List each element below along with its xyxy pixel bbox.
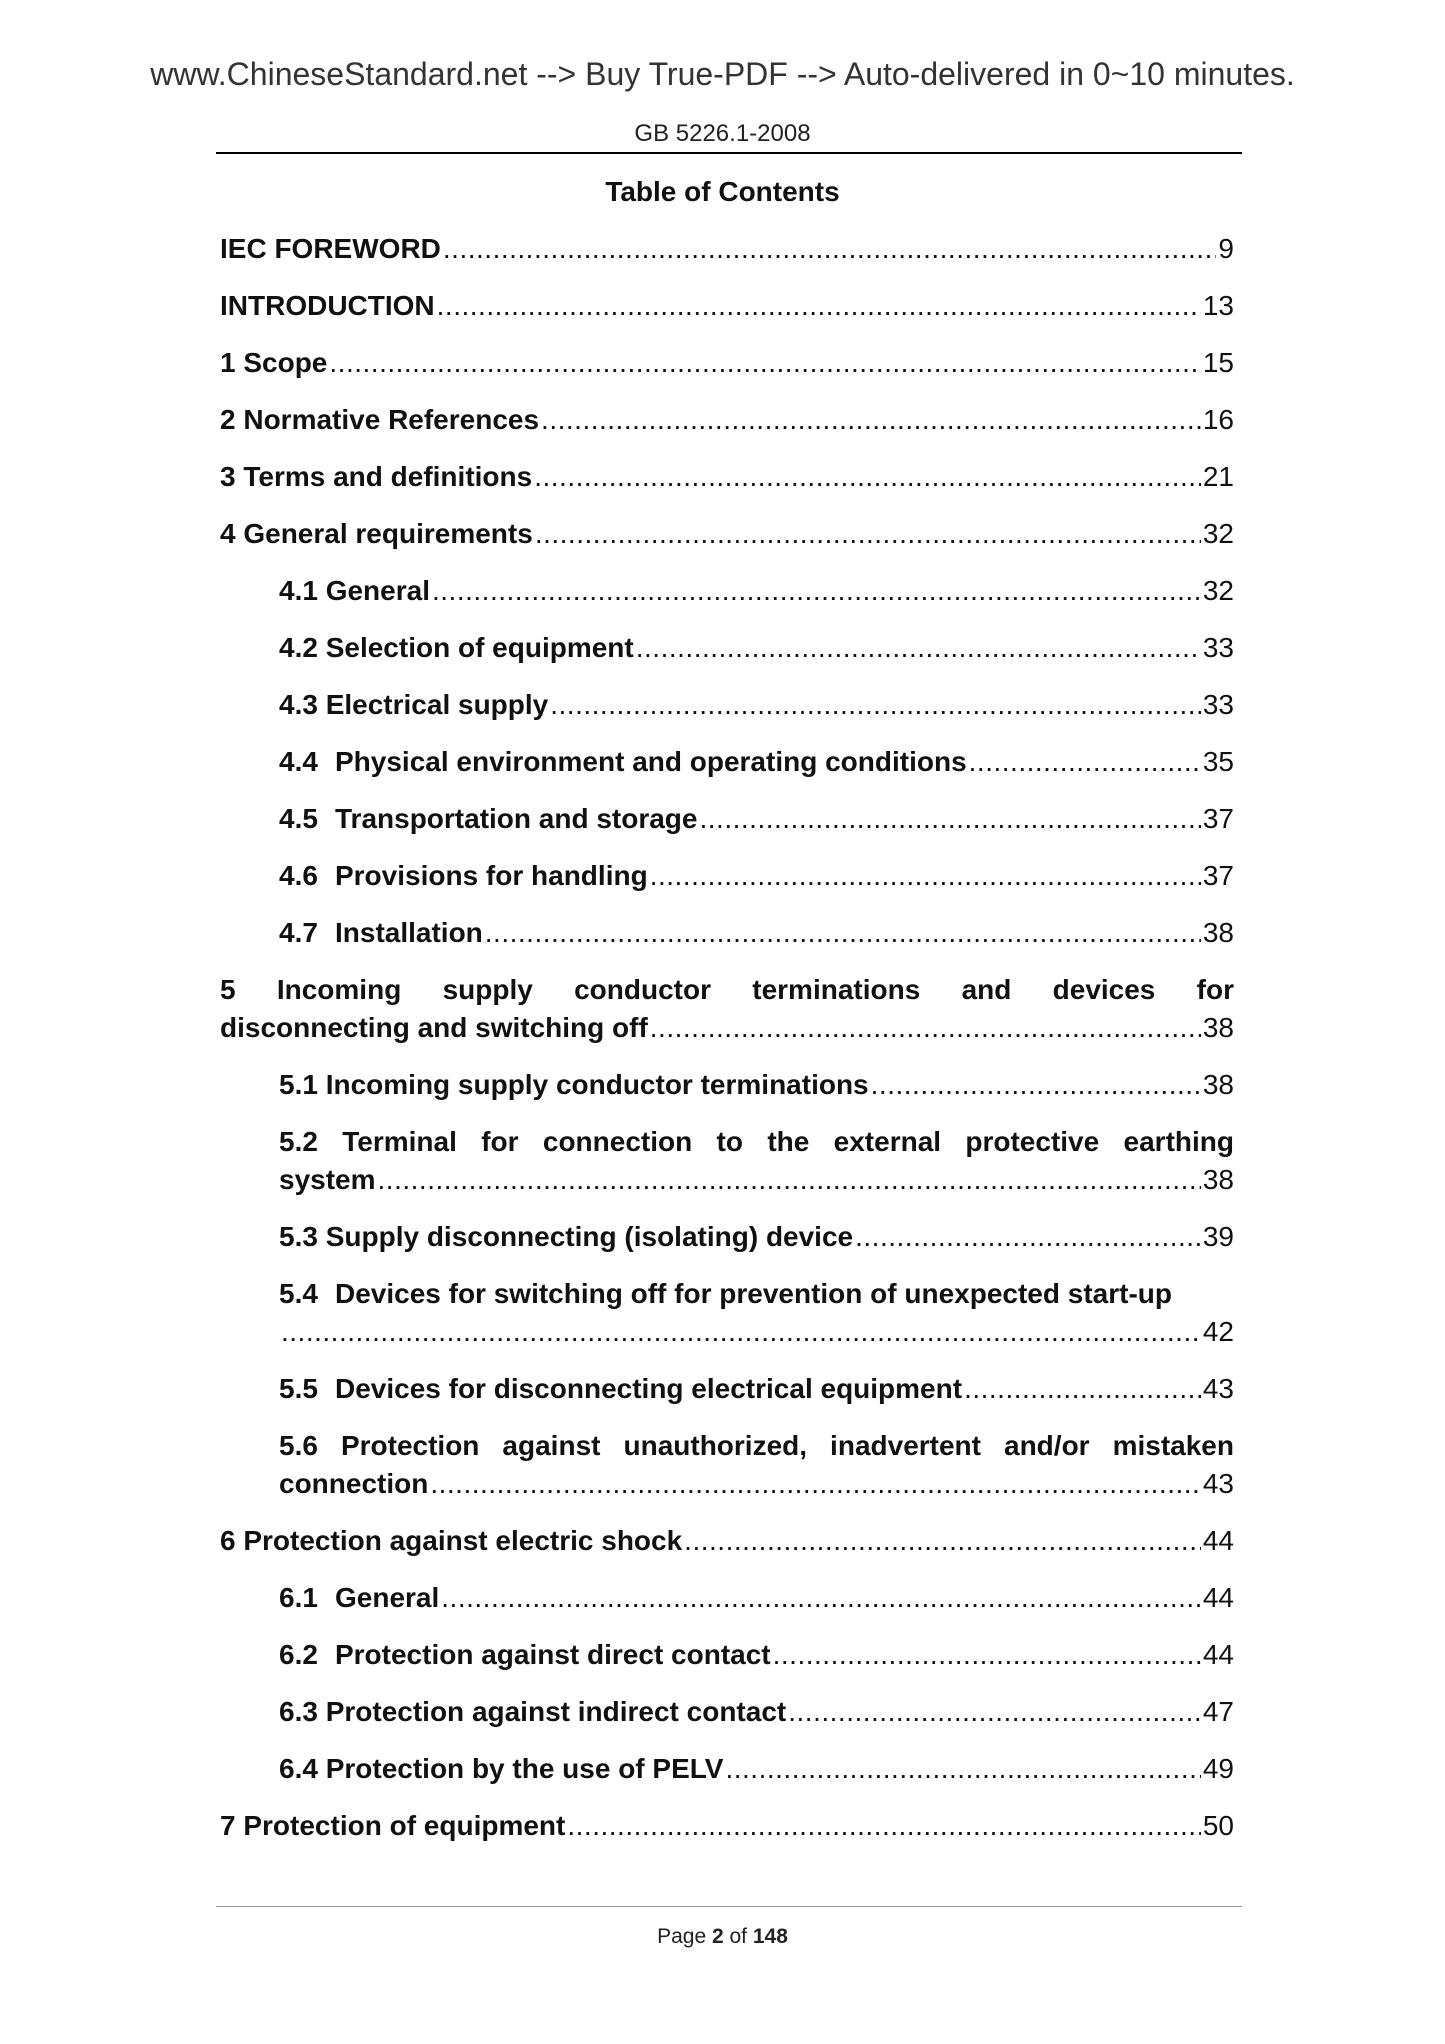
toc-entry-4-3[interactable]	[279, 686, 1234, 724]
dot-leader	[725, 1750, 1200, 1788]
toc-entry-page: 44	[1202, 1582, 1234, 1613]
dot-leader	[430, 1465, 1201, 1503]
toc-entry-page: 15	[1202, 347, 1234, 378]
toc-entry-page: 47	[1202, 1696, 1234, 1727]
toc-entry-label: 5.1 Incoming supply conductor terminations	[279, 1069, 869, 1100]
toc-entry-label: Transportation and storage	[334, 803, 698, 834]
toc-entry-number: 6.1	[279, 1582, 318, 1613]
toc-entry-label-line1: 5.6 Protection against unauthorized, inadvertent and/or mistaken	[279, 1430, 1234, 1461]
toc-entry-label: Protection against direct contact	[334, 1639, 771, 1670]
toc-entry-page: 38	[1202, 1012, 1234, 1043]
toc-entry-4-1[interactable]	[279, 572, 1234, 610]
toc-entry-number: 4.6	[279, 860, 318, 891]
toc-entry-label: 6.3 Protection against indirect contact	[279, 1696, 787, 1727]
toc-entry-5-2[interactable]	[279, 1123, 1234, 1199]
toc-entry-terms-definitions[interactable]	[220, 458, 1234, 496]
toc-entry-4-2[interactable]	[279, 629, 1234, 667]
dot-leader	[773, 1636, 1201, 1674]
toc-entry-page: 44	[1202, 1525, 1234, 1556]
toc-entry-label: Devices for disconnecting electrical equipment	[334, 1373, 963, 1404]
dot-leader	[964, 1370, 1201, 1408]
dot-leader	[969, 743, 1201, 781]
toc-entry-label: 4.2 Selection of equipment	[279, 632, 634, 663]
dot-leader	[437, 287, 1201, 325]
toc-entry-label: Physical environment and operating conditions	[334, 746, 967, 777]
toc-entry-label: Devices for switching off for prevention of unexpected start-up	[334, 1278, 1172, 1309]
toc-entry-number: 4.7	[279, 917, 318, 948]
toc-entry-page: 32	[1202, 518, 1234, 549]
toc-entry-page: 38	[1202, 1164, 1234, 1195]
toc-entry-label: Installation	[334, 917, 483, 948]
toc-entry-6-3[interactable]	[279, 1693, 1234, 1731]
total-page-count: 148	[752, 1925, 788, 1948]
toc-entry-label: 2 Normative References	[220, 404, 540, 435]
dot-leader	[788, 1693, 1201, 1731]
toc-entry-5-3[interactable]	[279, 1218, 1234, 1256]
page-of-label: of	[729, 1925, 748, 1948]
toc-entry-label: Provisions for handling	[334, 860, 648, 891]
toc-entry-label: 4.1 General	[279, 575, 430, 606]
dot-leader	[699, 800, 1200, 838]
dot-leader	[636, 629, 1201, 667]
toc-entry-page: 50	[1202, 1810, 1234, 1841]
toc-entry-scope[interactable]	[220, 344, 1234, 382]
toc-entry-label: 3 Terms and definitions	[220, 461, 533, 492]
toc-entry-label: IEC FOREWORD	[220, 233, 441, 264]
standard-number-header: GB 5226.1-2008	[634, 120, 811, 147]
dot-leader	[871, 1066, 1201, 1104]
dot-leader	[650, 1009, 1201, 1047]
dot-leader	[534, 458, 1201, 496]
dot-leader	[378, 1161, 1201, 1199]
toc-entry-page: 32	[1202, 575, 1234, 606]
toc-entry-page: 43	[1202, 1373, 1234, 1404]
toc-entry-general-requirements[interactable]	[220, 515, 1234, 553]
toc-entry-introduction[interactable]	[220, 287, 1234, 325]
dot-leader	[443, 230, 1217, 268]
toc-entry-6-1[interactable]	[279, 1579, 1234, 1617]
toc-entry-page: 44	[1202, 1639, 1234, 1670]
current-page-number: 2	[711, 1925, 724, 1948]
toc-entry-number: 6.2	[279, 1639, 318, 1670]
toc-entry-label-line2: connection	[279, 1468, 429, 1499]
toc-entry-5-4[interactable]	[279, 1275, 1234, 1351]
table-of-contents	[220, 230, 1234, 1864]
toc-entry-4-4[interactable]	[279, 743, 1234, 781]
toc-entry-page: 9	[1218, 233, 1234, 264]
toc-entry-page: 33	[1202, 632, 1234, 663]
toc-entry-6-2[interactable]	[279, 1636, 1234, 1674]
dot-leader	[541, 401, 1201, 439]
dot-leader	[567, 1807, 1200, 1845]
toc-entry-page: 37	[1202, 860, 1234, 891]
header-divider	[216, 152, 1242, 154]
toc-entry-label-line2: system	[279, 1164, 376, 1195]
toc-entry-normative-references[interactable]	[220, 401, 1234, 439]
toc-entry-label: 7 Protection of equipment	[220, 1810, 566, 1841]
dot-leader	[650, 857, 1201, 895]
toc-entry-number: 4.4	[279, 746, 318, 777]
toc-entry-page: 35	[1202, 746, 1234, 777]
toc-entry-4-7[interactable]	[279, 914, 1234, 952]
toc-entry-4-5[interactable]	[279, 800, 1234, 838]
dot-leader	[485, 914, 1201, 952]
toc-entry-number: 5.4	[279, 1278, 318, 1309]
toc-entry-page: 39	[1202, 1221, 1234, 1252]
page-footer	[0, 1925, 1445, 1949]
toc-entry-5-5[interactable]	[279, 1370, 1234, 1408]
toc-entry-label: General	[334, 1582, 440, 1613]
toc-entry-page: 37	[1202, 803, 1234, 834]
toc-entry-label: 4 General requirements	[220, 518, 533, 549]
toc-entry-page: 33	[1202, 689, 1234, 720]
toc-title: Table of Contents	[605, 176, 840, 207]
toc-entry-5-6[interactable]	[279, 1427, 1234, 1503]
toc-entry-incoming-supply[interactable]	[220, 971, 1234, 1047]
source-banner: www.ChineseStandard.net --> Buy True-PDF --> Auto-delivered in 0~10 minutes.	[150, 56, 1295, 92]
toc-entry-label: 5.3 Supply disconnecting (isolating) device	[279, 1221, 854, 1252]
toc-entry-5-1[interactable]	[279, 1066, 1234, 1104]
dot-leader	[684, 1522, 1201, 1560]
dot-leader	[550, 686, 1201, 724]
toc-entry-page: 43	[1202, 1468, 1234, 1499]
toc-entry-iec-foreword[interactable]	[220, 230, 1234, 268]
dot-leader	[329, 344, 1200, 382]
toc-entry-page: 38	[1202, 917, 1234, 948]
toc-entry-label-line1: 5.2 Terminal for connection to the external protective earthing	[279, 1126, 1234, 1157]
toc-entry-label: 6 Protection against electric shock	[220, 1525, 683, 1556]
toc-entry-page: 42	[1202, 1316, 1234, 1347]
toc-entry-label: 1 Scope	[220, 347, 328, 378]
toc-entry-page: 13	[1202, 290, 1234, 321]
toc-entry-6-4[interactable]	[279, 1750, 1234, 1788]
toc-entry-electric-shock[interactable]	[220, 1522, 1234, 1560]
dot-leader	[441, 1579, 1201, 1617]
dot-leader	[281, 1313, 1201, 1351]
toc-entry-label-line1: 5 Incoming supply conductor terminations and devices for	[220, 974, 1234, 1005]
toc-entry-page: 21	[1202, 461, 1234, 492]
toc-entry-page: 16	[1202, 404, 1234, 435]
toc-entry-label: 6.4 Protection by the use of PELV	[279, 1753, 724, 1784]
toc-entry-label-line2: disconnecting and switching off	[220, 1012, 648, 1043]
toc-entry-4-6[interactable]	[279, 857, 1234, 895]
dot-leader	[535, 515, 1201, 553]
toc-entry-page: 38	[1202, 1069, 1234, 1100]
toc-entry-label: INTRODUCTION	[220, 290, 435, 321]
dot-leader	[855, 1218, 1201, 1256]
toc-entry-number: 4.5	[279, 803, 318, 834]
dot-leader	[432, 572, 1201, 610]
toc-entry-label: 4.3 Electrical supply	[279, 689, 549, 720]
toc-entry-page: 49	[1202, 1753, 1234, 1784]
footer-divider	[216, 1906, 1242, 1907]
page-label: Page	[657, 1925, 707, 1948]
toc-entry-number: 5.5	[279, 1373, 318, 1404]
toc-entry-protection-equipment[interactable]	[220, 1807, 1234, 1845]
